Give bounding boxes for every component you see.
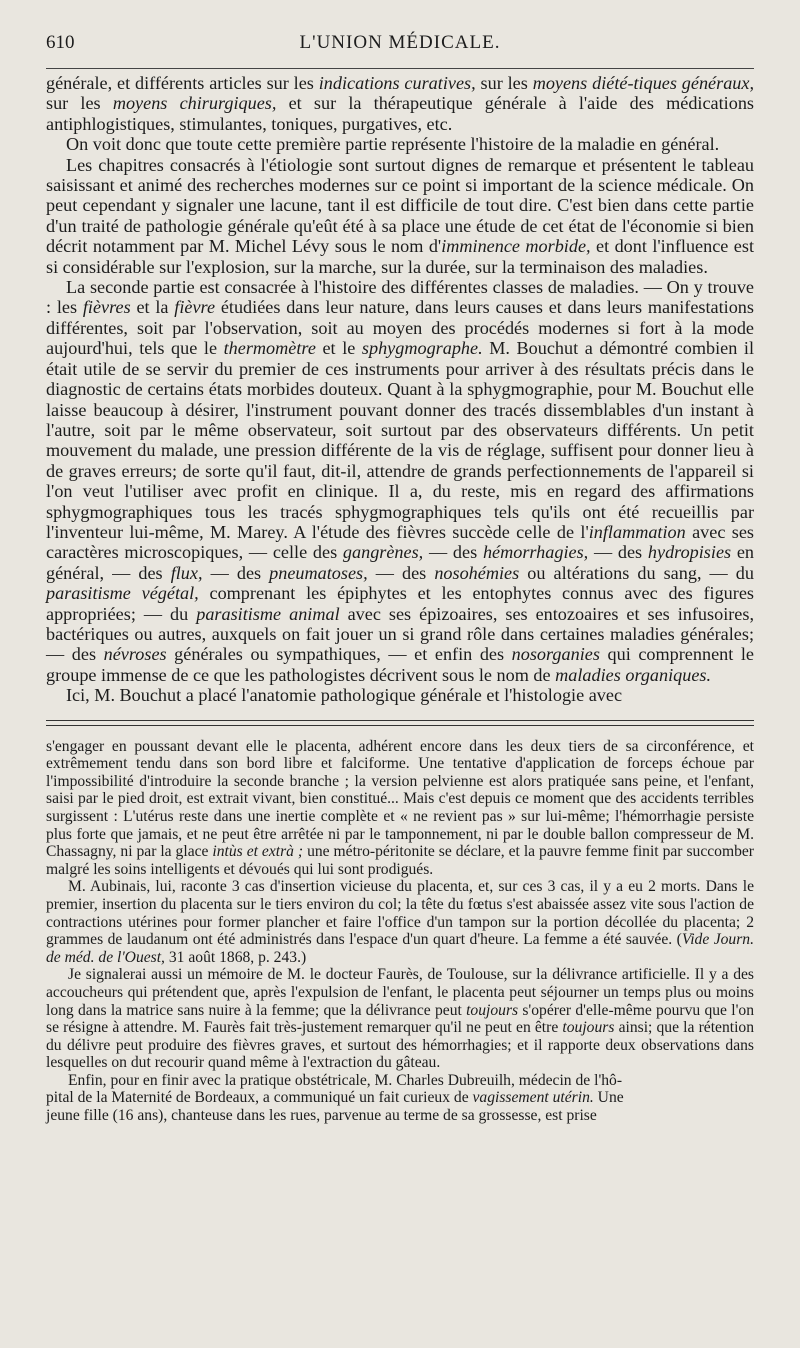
page-header — [46, 26, 754, 62]
paragraph: On voit donc que toute cette première partie représente l'histoire de la maladie en général. — [66, 134, 720, 155]
header-rule — [46, 68, 754, 69]
footnote-paragraph: Enfin, pour en finir avec la pratique obstétricale, M. Charles Dubreuilh, médecin de l'hô- pital de la Maternité de Bordeaux, a communiqué un fait curieux de vagissement utérin. Une jeune fille (16 ans), chanteuse dans les rues, parvenue au terme de sa grossesse, est prise — [46, 1071, 624, 1125]
page-number: 610 — [46, 32, 75, 53]
footnotes — [46, 738, 754, 1125]
paragraph: générale, et différents articles sur les indications curatives, sur les moyens diété-tiques généraux, sur les moyens chirurgiques, et sur la thérapeutique générale à l'aide des médications antiphlogistiques, stimulantes, toniques, purgatives, etc. — [46, 73, 755, 134]
paragraph: La seconde partie est consacrée à l'histoire des différentes classes de maladies. — On y trouve : les fièvres et la fièvre étudiées dans leur nature, dans leurs causes et dans leurs manifestations différentes, soit par l'observation, soit au moyen des procédés modernes si fort à la mode aujourd'hui, tels que le thermomètre et le sphygmographe. M. Bouchut a démontré combien il était utile de se servir du premier de ces instruments pour arriver à des résultats précis dans le diagnostic de certains états morbides douteux. Quant à la sphygmographie, pour M. Bouchut elle laisse beaucoup à désirer, l'instrument pouvant donner des tracés dissemblables d'un instant à l'autre, soit par le même observateur, soit surtout par des observateurs différents. Un petit mouvement du malade, une pression différente de la vis de réglage, suffisent pour donner lieu à de graves erreurs; de sorte qu'il faut, dit-il, attendre de grands perfectionnements de l'appareil si l'on veut l'utiliser avec profit en clinique. Il a, du reste, mis en regard des affirmations sphygmographiques tous les tracés sphygmographiques tels qu'ils ont été recueillis par l'inventeur lui-même, M. Marey. A l'étude des fièvres succède celle de l'inflammation avec ses caractères microscopiques, — celle des gangrènes, — des hémorrhagies, — des hydropisies en général, — des flux, — des pneumatoses, — des nosohémies ou altérations du sang, — du parasitisme végétal, comprenant les épiphytes et les entophytes connus avec des figures appropriées; — du parasitisme animal avec ses épizoaires, ses entozoaires et ses infusoires, bactériques ou autres, auxquels on fait jouer un si grand rôle dans certaines maladies générales; — des névroses générales ou sympathiques, — et enfin des nosorganies qui comprennent le groupe immense de ce que les pathologistes décrivent sous le nom de maladies organiques. — [46, 277, 755, 685]
main-text — [46, 73, 754, 706]
footnote-paragraph: M. Aubinais, lui, raconte 3 cas d'insertion vicieuse du placenta, et, sur ces 3 cas, il y a eu 2 morts. Dans le premier, insertion du placenta sur le tiers environ du col; la tête du fœtus s'est abaissée assez vite sous l'action de contractions utérines pour former plancher et faire l'office d'un tampon sur la portion décollée du placenta; 2 grammes de laudanum ont été administrés dans l'espace d'un quart d'heure. La femme a été sauvée. (Vide Journ. de méd. de l'Ouest, 31 août 1868, p. 243.) — [46, 878, 754, 966]
running-title: L'UNION MÉDICALE. — [299, 32, 501, 53]
footnote-paragraph: Je signalerai aussi un mémoire de M. le docteur Faurès, de Toulouse, sur la délivrance artificielle. Il y a des accoucheurs qui prétendent que, après l'expulsion de l'enfant, le placenta peut séjourner un temps plus ou moins long dans la matrice sans nuire à la femme; que la délivrance peut toujours s'opérer d'elle-même pourvu que l'on se résigne à attendre. M. Faurès fait très-justement remarquer qu'il ne peut en être toujours ainsi; que la rétention du délivre peut produire des fièvres graves, et surtout des hémorrhagies; et il rapporte deux observations dans lesquelles on dut recourir quand même à l'extraction du gâteau. — [46, 966, 755, 1072]
paragraph: Ici, M. Bouchut a placé l'anatomie pathologique générale et l'histologie avec — [66, 685, 623, 706]
paragraph: Les chapitres consacrés à l'étiologie sont surtout dignes de remarque et présentent le tableau saisissant et animé des recherches modernes sur ce point si important de la science médicale. On peut cependant y signaler une lacune, tant il est difficile de tout dire. C'est bien dans cette partie d'un traité de pathologie générale qu'eût été à sa place une étude de cet état de l'économie si bien décrit notamment par M. Michel Lévy sous le nom d'imminence morbide, et dont l'influence est si considérable sur l'explosion, sur la marche, sur la durée, sur la terminaison des maladies. — [46, 154, 754, 277]
footnote-paragraph: s'engager en poussant devant elle le placenta, adhérent encore dans les deux tiers de sa circonférence, et extrêmement tendu dans son bord libre et falciforme. Une tentative d'application de forceps échoue par l'impossibilité d'introduire la seconde branche ; la version pelvienne est alors pratiquée sans peine, et l'enfant, saisi par le pied droit, est extrait vivant, bien constitué... Mais c'est depuis ce moment que des accidents terribles surgissent : L'utérus reste dans une inertie complète et « ne revient pas » sur lui-même; l'hémorrhagie persiste plus forte que jamais, et ne peut être arrêtée ni par le tamponnement, ni par le double ballon compresseur de M. Chassagny, ni par la glace intùs et extrà ; une métro-péritonite se déclare, et la pauvre femme finit par succomber malgré les soins intelligents et dévoués qui lui sont prodigués. — [46, 737, 755, 878]
footnote-separator — [46, 720, 754, 726]
